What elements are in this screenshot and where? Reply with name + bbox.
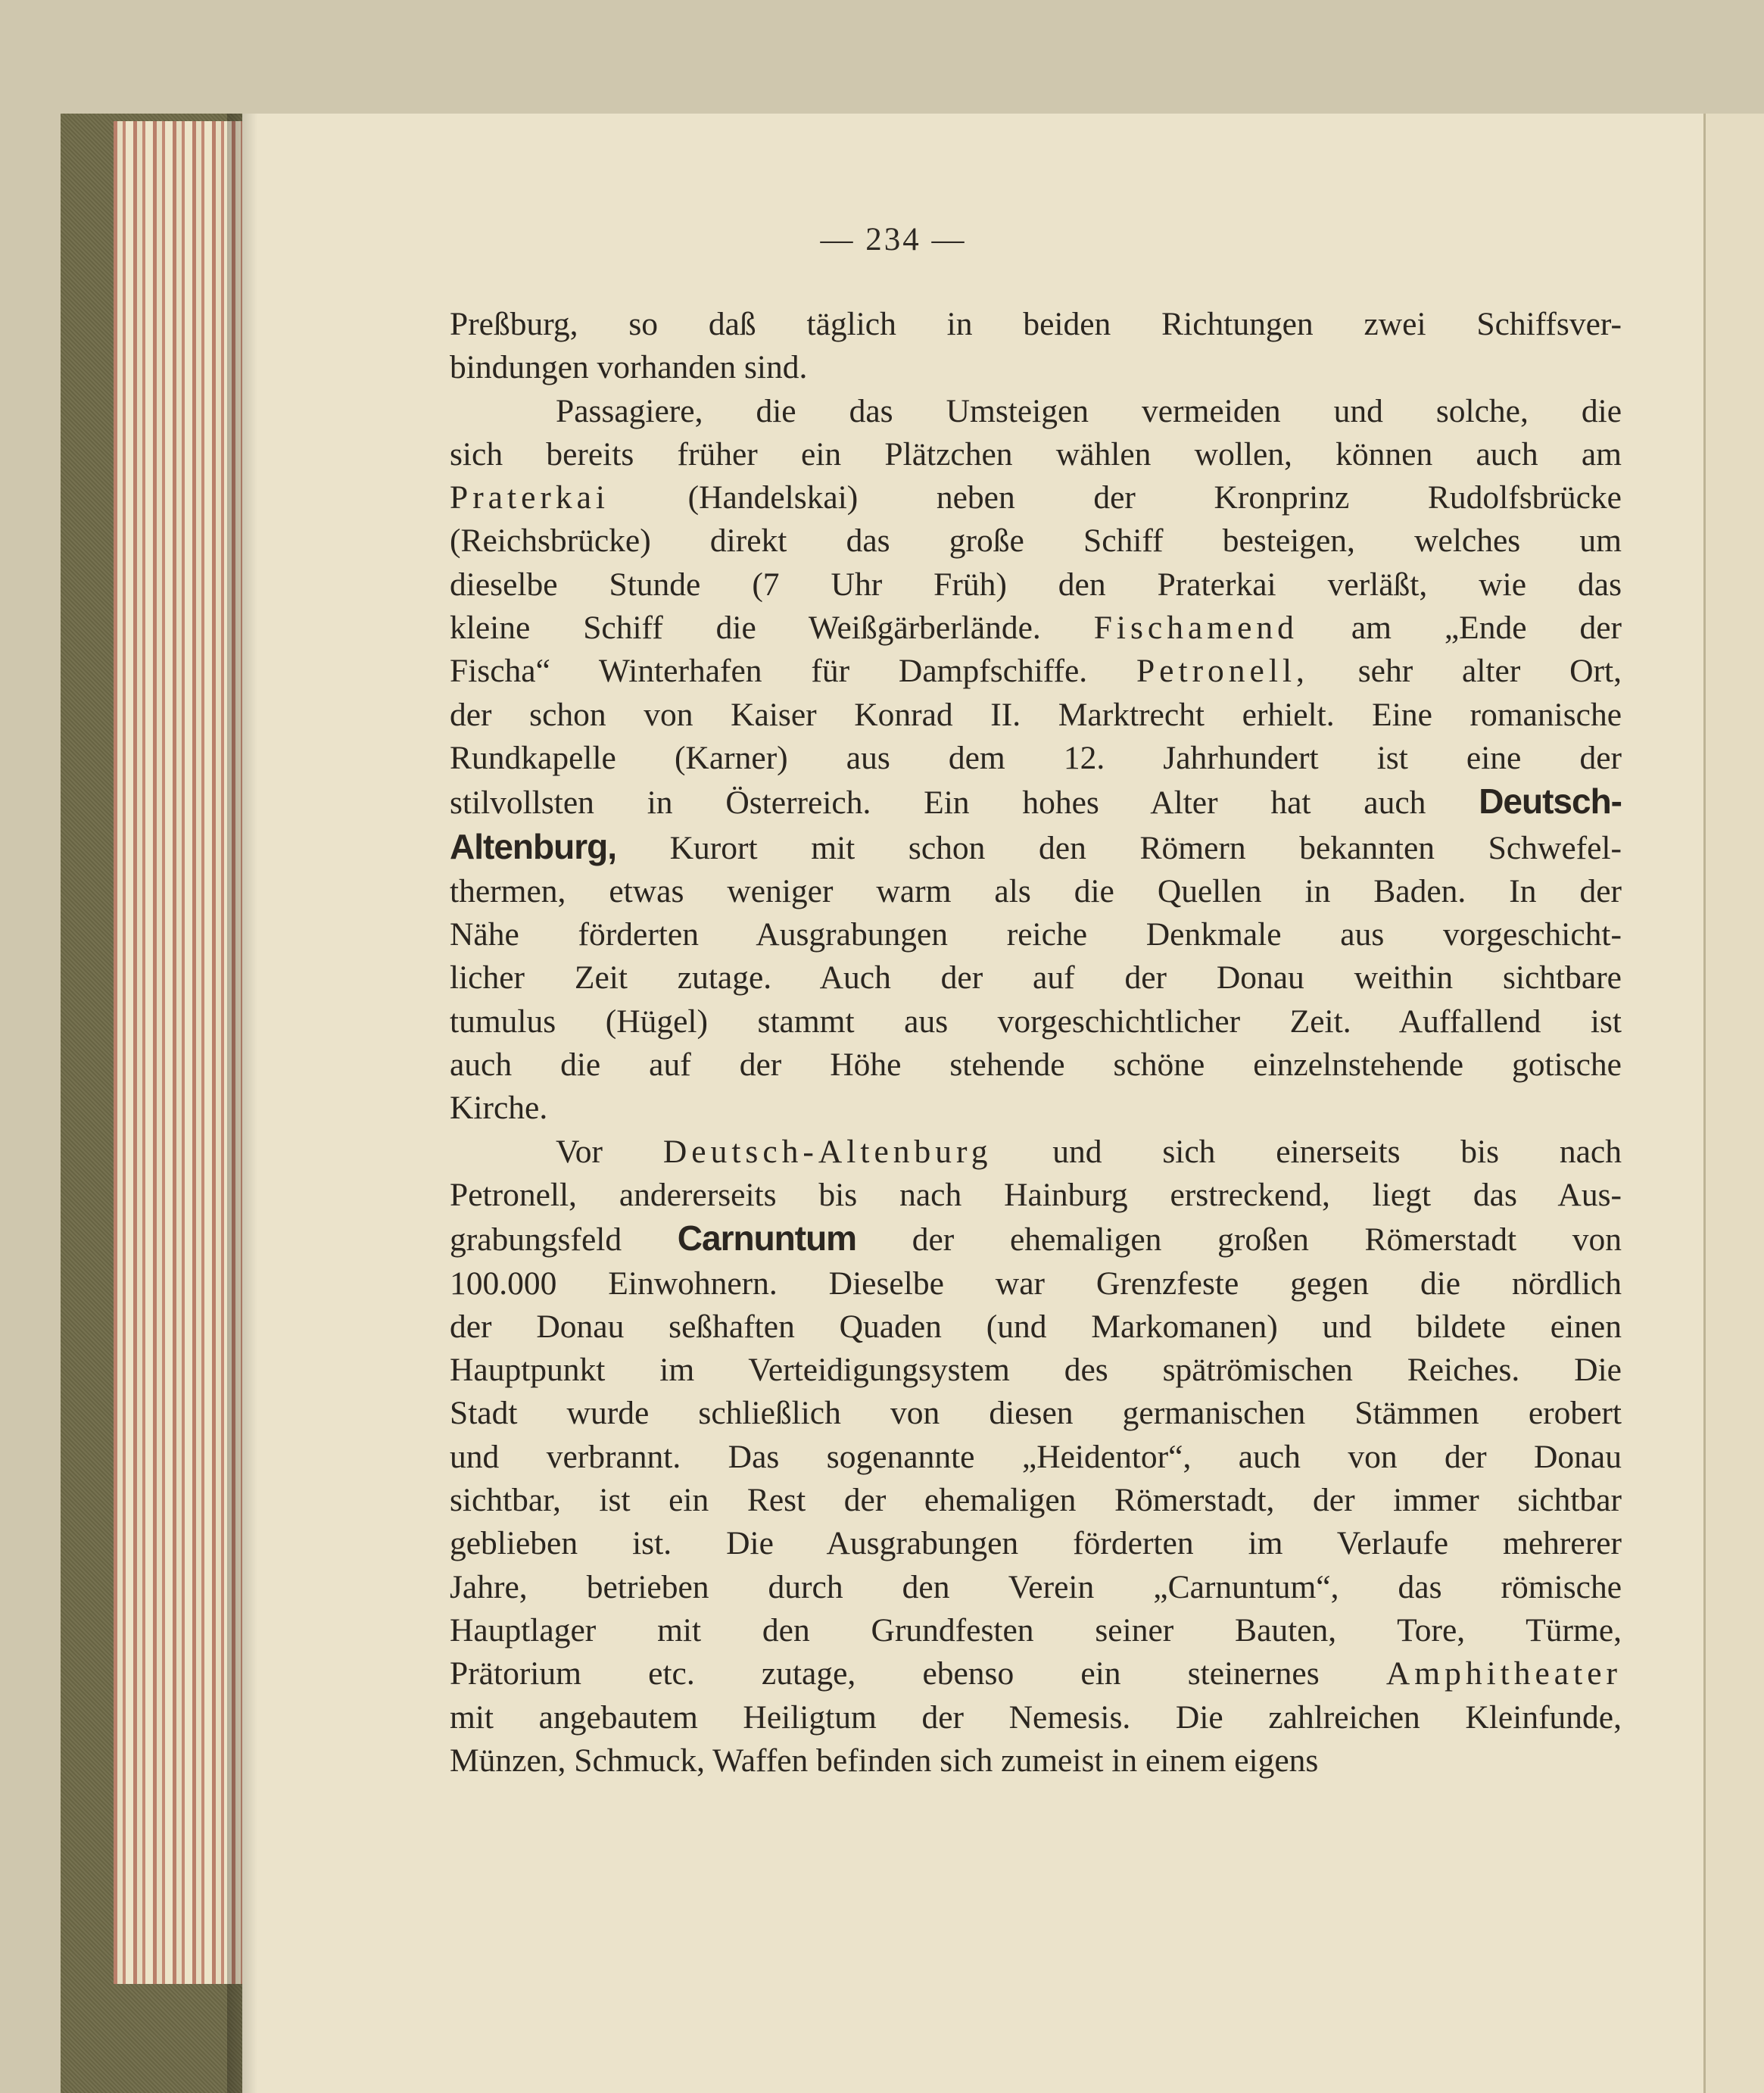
text-line: Hauptpunkt im Verteidigungsystem des spätrömischen Reiches. Die (450, 1352, 1622, 1389)
text-line: (Reichsbrücke) direkt das große Schiff besteigen, welches um (450, 522, 1622, 560)
text-line: Kirche. (450, 1090, 548, 1127)
text-line: sich bereits früher ein Plätzchen wählen wollen, können auch am (450, 435, 1622, 473)
body-text (450, 303, 1622, 1783)
text-line: der schon von Kaiser Konrad II. Marktrecht erhielt. Eine romanische (450, 696, 1622, 733)
text-line: thermen, etwas weniger warm als die Quellen in Baden. In der (450, 872, 1622, 909)
spaced-emphasis: Petronell, (1136, 653, 1309, 690)
text-line: auch die auf der Höhe stehende schöne einzelnstehende gotische (450, 1046, 1622, 1084)
text-line: grabungsfeld Carnuntum der ehemaligen großen Römerstadt von (450, 1218, 1622, 1259)
text-line: stilvollsten in Österreich. Ein hohes Alter hat auch Deutsch- (450, 781, 1622, 822)
paragraph-p2 (450, 390, 1622, 1131)
text-line: sichtbar, ist ein Rest der ehemaligen Römerstadt, der immer sichtbar (450, 1482, 1622, 1519)
spaced-emphasis: Praterkai (450, 479, 610, 516)
text-line: kleine Schiff die Weißgärberlände. Fischamend am „Ende der (450, 610, 1622, 647)
spaced-emphasis: Deutsch-Altenburg (662, 1133, 993, 1170)
text-line: Rundkapelle (Karner) aus dem 12. Jahrhundert ist eine der (450, 739, 1622, 776)
text-line: Nähe förderten Ausgrabungen reiche Denkmale aus vorgeschicht- (450, 916, 1622, 953)
spaced-emphasis: Fischamend (1093, 610, 1298, 647)
text-line: Praterkai (Handelskai) neben der Kronprinz Rudolfsbrücke (450, 479, 1622, 516)
text-line: Prätorium etc. zutage, ebenso ein steinernes Amphitheater (450, 1655, 1622, 1692)
facing-page-edge (1703, 114, 1764, 2093)
text-line: mit angebautem Heiligtum der Nemesis. Die zahlreichen Kleinfunde, (450, 1698, 1622, 1736)
bold-place-name: Deutsch- (1479, 781, 1622, 822)
text-line: tumulus (Hügel) stammt aus vorgeschichtlicher Zeit. Auffallend ist (450, 1003, 1622, 1040)
text-line: Preßburg, so daß täglich in beiden Richtungen zwei Schiffsver- (450, 306, 1622, 342)
text-line: bindungen vorhanden sind. (450, 349, 808, 386)
text-line: geblieben ist. Die Ausgrabungen förderten im Verlaufe mehrerer (450, 1525, 1622, 1562)
bold-place-name: Altenburg, (450, 826, 616, 866)
bold-place-name: Carnuntum (677, 1218, 857, 1259)
paragraph-p3 (450, 1131, 1622, 1783)
text-line: Vor Deutsch-Altenburg und sich einerseits bis nach (556, 1133, 1622, 1170)
text-line: und verbrannt. Das sogenannte „Heidentor“, auch von der Donau (450, 1438, 1622, 1475)
text-line: Altenburg, Kurort mit schon den Römern bekannten Schwefel- (450, 826, 1622, 866)
text-line: Jahre, betrieben durch den Verein „Carnuntum“, das römische (450, 1568, 1622, 1605)
gutter-shadow (227, 114, 257, 2093)
spaced-emphasis: Amphitheater (1385, 1655, 1622, 1692)
text-line: Passagiere, die das Umsteigen vermeiden und solche, die (556, 392, 1622, 429)
text-line: Stadt wurde schließlich von diesen germanischen Stämmen erobert (450, 1395, 1622, 1432)
paragraph-p1 (450, 303, 1622, 390)
text-line: licher Zeit zutage. Auch der auf der Donau weithin sichtbare (450, 959, 1622, 997)
text-line: Münzen, Schmuck, Waffen befinden sich zumeist in einem eigens (450, 1742, 1319, 1779)
text-line: Petronell, andererseits bis nach Hainburg erstreckend, liegt das Aus- (450, 1176, 1622, 1213)
text-line: Fischa“ Winterhafen für Dampfschiffe. Petronell, sehr alter Ort, (450, 653, 1622, 690)
text-line: dieselbe Stunde (7 Uhr Früh) den Praterkai verläßt, wie das (450, 566, 1622, 603)
text-line: 100.000 Einwohnern. Dieselbe war Grenzfeste gegen die nördlich (450, 1265, 1622, 1302)
text-line: der Donau seßhaften Quaden (und Markomanen) und bildete einen (450, 1308, 1622, 1345)
page-number: — 234 — (820, 222, 967, 257)
text-line: Hauptlager mit den Grundfesten seiner Bauten, Tore, Türme, (450, 1611, 1622, 1649)
